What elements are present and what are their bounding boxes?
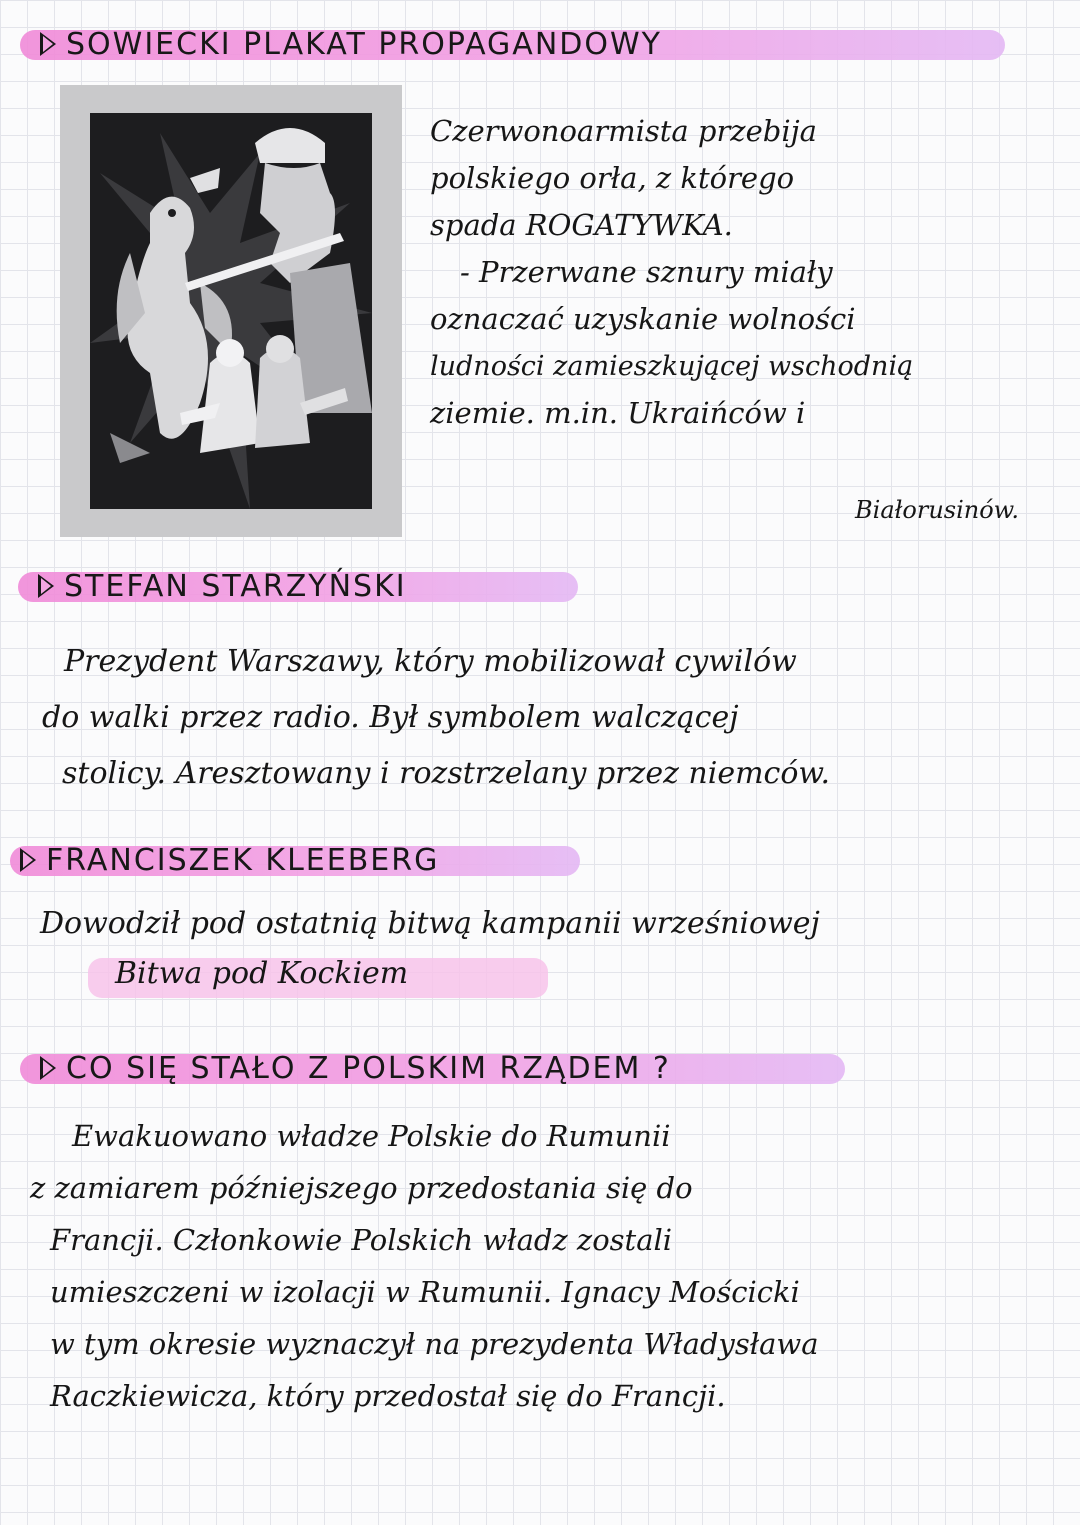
triangle-bullet-icon — [20, 848, 36, 872]
text-line: umieszczeni w izolacji w Rumunii. Ignacy Mościcki — [50, 1275, 800, 1309]
poster-illustration — [90, 113, 372, 509]
poster-description — [430, 108, 913, 437]
text-line: spada ROGATYWKA. — [430, 208, 733, 242]
text-line: ludności zamieszkującej wschodnią — [430, 351, 914, 382]
starzynski-description — [42, 634, 830, 802]
heading-text: FRANCISZEK KLEEBERG — [46, 842, 440, 878]
propaganda-poster-image — [60, 85, 402, 537]
government-description — [30, 1110, 819, 1422]
text-line: Francji. Członkowie Polskich władz zostali — [50, 1223, 673, 1257]
text-line: oznaczać uzyskanie wolności — [430, 302, 856, 336]
section-heading-government — [20, 1048, 845, 1088]
text-line: do walki przez radio. Był symbolem walczącej — [42, 700, 739, 735]
section-heading-poster — [20, 24, 1005, 64]
triangle-bullet-icon — [38, 574, 54, 598]
heading-text: CO SIĘ STAŁO Z POLSKIM RZĄDEM ? — [66, 1050, 671, 1086]
text-line: ziemie. m.in. Ukraińców i — [430, 396, 806, 430]
text-line: Czerwonoarmista przebija — [430, 114, 817, 148]
heading-text: SOWIECKI PLAKAT PROPAGANDOWY — [66, 26, 662, 62]
triangle-bullet-icon — [40, 32, 56, 56]
text-line: w tym okresie wyznaczył na prezydenta Władysława — [50, 1327, 819, 1361]
text-line: Ewakuowano władze Polskie do Rumunii — [72, 1119, 671, 1153]
text-line: Raczkiewicza, który przedostał się do Francji. — [50, 1379, 726, 1413]
text-line: - Przerwane sznury miały — [460, 255, 833, 289]
triangle-bullet-icon — [40, 1056, 56, 1080]
text-line: stolicy. Aresztowany i rozstrzelany przez niemców. — [62, 756, 831, 791]
section-heading-kleeberg — [10, 840, 580, 880]
section-heading-starzynski — [18, 566, 578, 606]
battle-name: Bitwa pod Kockiem — [115, 956, 409, 991]
heading-text: STEFAN STARZYŃSKI — [64, 568, 407, 604]
text-line: polskiego orła, z którego — [430, 161, 795, 195]
kleeberg-description: Dowodził pod ostatnią bitwą kampanii wrześniowej — [40, 906, 820, 941]
text-line-overflow: Białorusinów. — [855, 496, 1020, 524]
text-line: Prezydent Warszawy, który mobilizował cywilów — [64, 644, 797, 679]
text-line: z zamiarem późniejszego przedostania się do — [30, 1171, 693, 1205]
